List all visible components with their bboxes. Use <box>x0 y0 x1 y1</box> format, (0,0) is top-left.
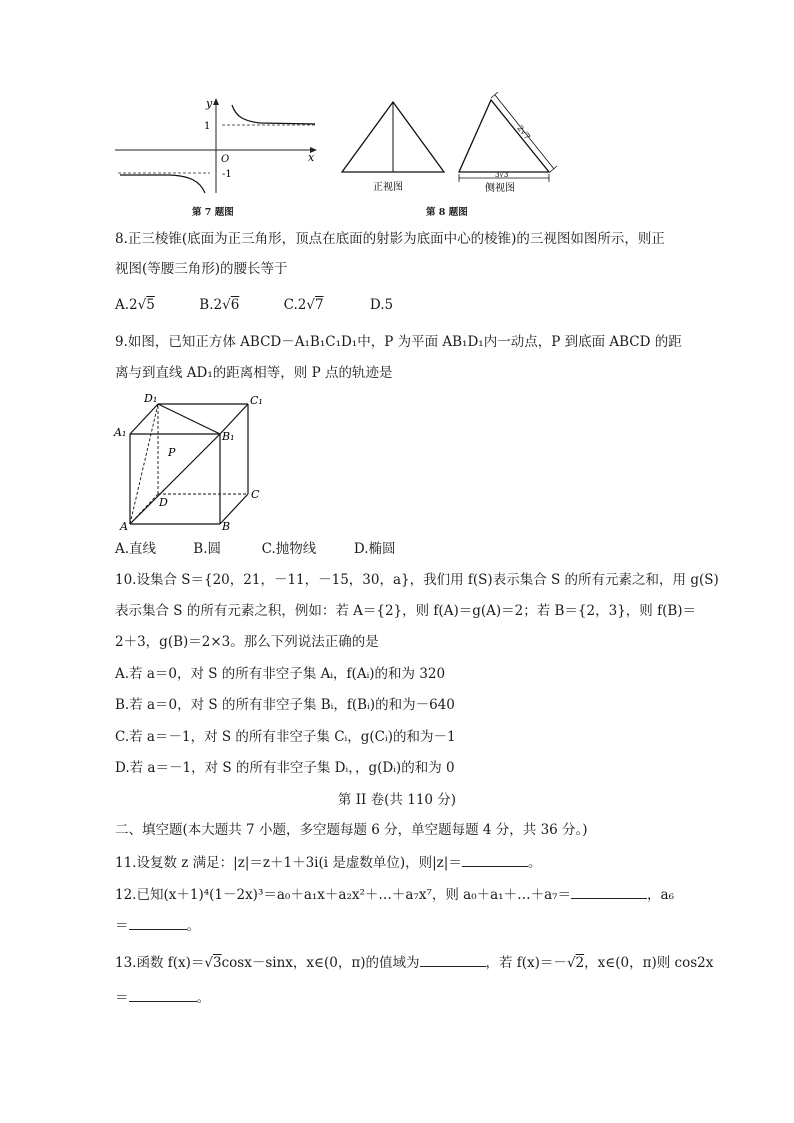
q12-line1 <box>115 884 674 905</box>
q13-line1: 13.函数 f(x)＝√3cosx－sinx，x∈(0，π)的值域为 ，若 f(x)＝－√2，x∈(0，π)则 cos2x <box>115 952 713 973</box>
side-view-triangle <box>459 100 549 172</box>
q10-stem-line1: 10.设集合 S＝{20，21，－11，－15，30，a}，我们用 f(S)表示集合 S 的所有元素之和，用 g(S) <box>115 572 719 588</box>
q13-part3: ，若 f(x)＝－ <box>485 955 567 971</box>
segment-A-D1 <box>130 404 158 524</box>
q9-stem-line2: 离与到直线 AD₁的距离相等，则 P 点的轨迹是 <box>115 365 393 381</box>
q13-part4: ，x∈(0，π)则 cos2x <box>584 955 714 971</box>
q11-text: 11.设复数 z 满足：|z|＝z＋1＋3i(i 是虚数单位)，则|z|＝ <box>115 855 462 871</box>
vertex-B1: B₁ <box>222 430 235 443</box>
origin-label: O <box>221 154 230 165</box>
q12-a6-blank[interactable] <box>129 915 187 930</box>
figure-7-caption: 第 7 题图 <box>192 207 234 218</box>
q12-end: 。 <box>186 918 200 934</box>
q13-sqrt2: 2 <box>575 955 585 971</box>
q9-options <box>115 539 396 559</box>
q8-option-c: C.2√7 <box>283 297 324 313</box>
q10-option-d: D.若 a＝－1，对 S 的所有非空子集 Dᵢ，，g(Dᵢ)的和为 0 <box>115 760 455 776</box>
q13-part1: 13.函数 f(x)＝ <box>115 955 205 971</box>
front-view-label: 正视图 <box>373 182 403 193</box>
figure-8-side-view <box>455 92 565 196</box>
y-axis-label: y <box>206 97 213 110</box>
figure-7-graph <box>110 95 320 195</box>
q13-sqrt3: 3 <box>213 955 222 971</box>
q13-part2: cosx－sinx，x∈(0，π)的值域为 <box>221 955 420 971</box>
side-view-label: 侧视图 <box>485 183 515 194</box>
q12-line2-start: ＝ <box>115 918 129 934</box>
q9-option-b: B.圆 <box>193 541 222 557</box>
q11-end: 。 <box>527 855 542 871</box>
segment-D1-B1 <box>158 404 220 434</box>
q11 <box>115 852 541 873</box>
edge-A1-D1 <box>130 404 158 434</box>
q9-option-a: A.直线 <box>115 541 157 557</box>
vertex-C: C <box>251 488 260 501</box>
vertex-D1: D₁ <box>144 392 158 405</box>
q8-option-b: B.2√6 <box>199 297 240 313</box>
vertex-A1: A₁ <box>114 426 127 439</box>
q10-stem-line2: 表示集合 S 的所有元素之积，例如：若 A＝{2}，则 f(A)＝g(A)＝2；若 B＝{2，3}，则 f(B)＝ <box>115 603 697 619</box>
figure-8-front-view <box>338 96 448 196</box>
y-tick-1: 1 <box>204 121 211 132</box>
figure-8-caption: 第 8 题图 <box>426 207 468 218</box>
section-2-title: 第 II 卷(共 110 分) <box>337 792 457 808</box>
q12-sum-blank[interactable] <box>571 884 647 899</box>
q8-option-d: D.5 <box>369 297 394 313</box>
q9-cube-figure <box>112 390 272 532</box>
q13-line2-start: ＝ <box>115 990 129 1006</box>
point-P: P <box>168 446 176 459</box>
base-length-label: 3√3 <box>495 171 509 179</box>
q9-stem-line1: 9.如图，已知正方体 ABCD－A₁B₁C₁D₁中，P 为平面 AB₁D₁内一动点，P 到底面 ABCD 的距 <box>115 334 682 350</box>
vertex-A: A <box>120 520 128 532</box>
q11-answer-blank[interactable] <box>462 852 528 867</box>
q13-line2 <box>115 987 210 1008</box>
q10-option-b: B.若 a＝0，对 S 的所有非空子集 Bᵢ，f(Bᵢ)的和为－640 <box>115 697 455 713</box>
q8-option-a: A.2√5 <box>115 297 155 313</box>
vertex-B: B <box>222 520 231 532</box>
y-axis-arrow <box>213 98 219 105</box>
q13-cos2x-blank[interactable] <box>129 987 197 1002</box>
curve-right-branch <box>232 105 315 124</box>
section-2-header: 二、填空题(本大题共 7 小题，多空题每题 6 分，单空题每题 4 分，共 36 分。) <box>115 822 588 838</box>
q9-option-d: D.椭圆 <box>353 541 396 557</box>
vertex-D: D <box>159 496 168 509</box>
q10-option-a: A.若 a＝0，对 S 的所有非空子集 Aᵢ，f(Aᵢ)的和为 320 <box>115 666 446 682</box>
q12-line2 <box>115 915 200 936</box>
q13-range-blank[interactable] <box>420 952 486 967</box>
q12-mid: ，a₆ <box>647 887 675 903</box>
q8-options <box>115 295 393 315</box>
q13-end: 。 <box>196 990 210 1006</box>
q9-option-c: C.抛物线 <box>261 541 317 557</box>
y-tick-neg1: -1 <box>222 169 232 180</box>
q8-stem-line1: 8.正三棱锥(底面为正三角形，顶点在底面的射影为底面中心的棱锥)的三视图如图所示，则正 <box>115 231 665 247</box>
q10-option-c: C.若 a＝－1，对 S 的所有非空子集 Cᵢ，g(Cᵢ)的和为－1 <box>115 729 456 745</box>
q10-stem-line3: 2＋3，g(B)＝2×3。那么下列说法正确的是 <box>115 634 379 650</box>
edge-dimension-tick-bottom <box>550 166 557 172</box>
edge-length-label: 2√7 <box>515 123 532 142</box>
q12-text: 12.已知(x＋1)⁴(1－2x)³＝a₀＋a₁x＋a₂x²＋…＋a₇x⁷，则 a₀＋a₁＋…＋a₇＝ <box>115 887 572 903</box>
q8-stem-line2: 视图(等腰三角形)的腰长等于 <box>115 261 288 277</box>
vertex-C1: C₁ <box>250 394 263 407</box>
curve-left-branch <box>120 175 205 193</box>
x-axis-label: x <box>308 151 315 164</box>
